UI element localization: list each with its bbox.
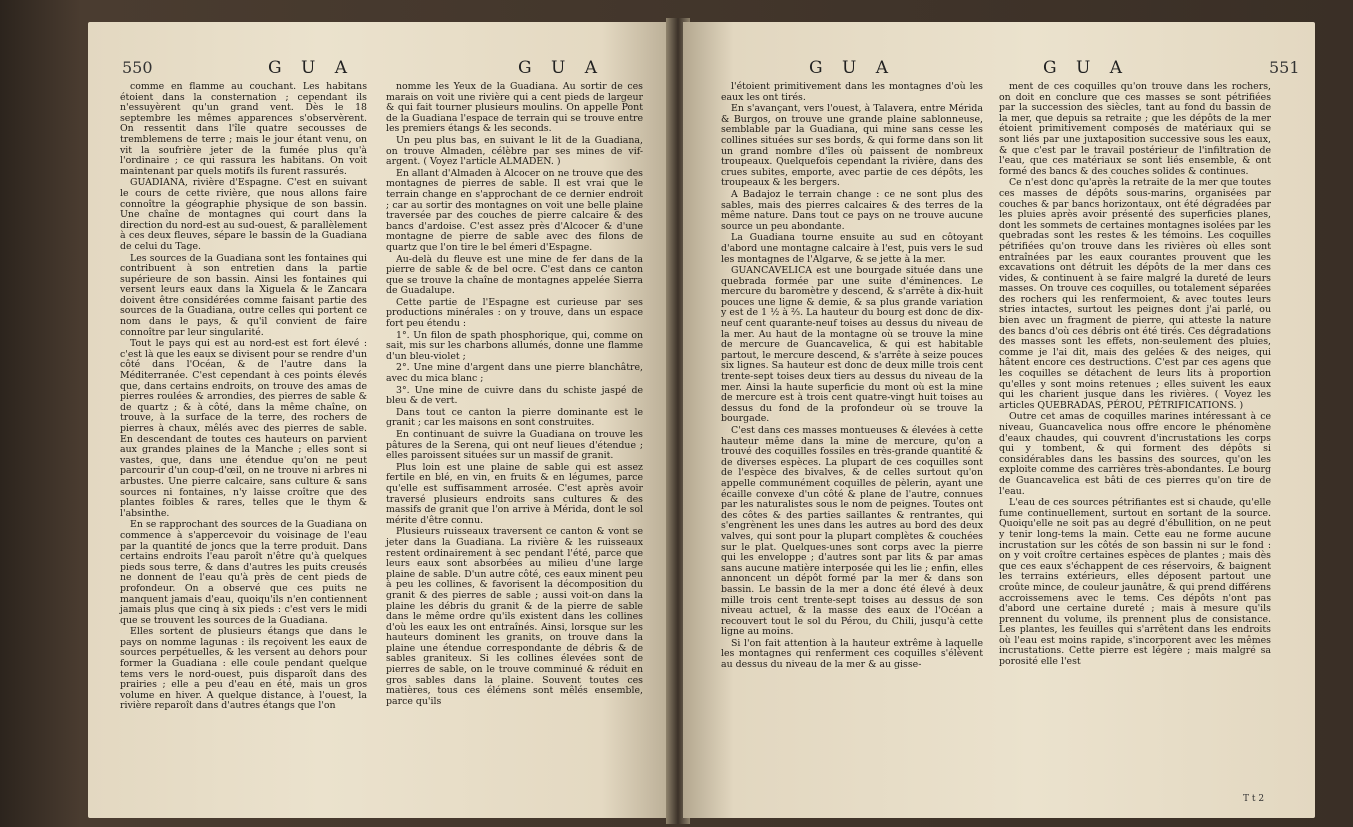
page-number: 550 xyxy=(122,58,153,77)
paragraph: A Badajoz le terrain change : ce ne sont plus des sables, mais des pierres calcaires & des terres de la même nature. Dans tout ce pays on ne trouve aucune source un peu abondante. xyxy=(721,188,983,232)
running-head-right: G U A xyxy=(1043,58,1129,78)
signature-mark: T t 2 xyxy=(1243,794,1265,804)
left-column-2 xyxy=(386,82,643,708)
paragraph: Ce n'est donc qu'après la retraite de la mer que toutes ces masses de dépôts sous-marins, organisées par couches & par bancs horizontaux, ont été dégradées par les pluies après avoir présenté des superficies planes, dont les sommets de certaines montagnes isolées par les quebradas sont les restes & les témoins. Les coquilles pétrifiées qu'on trouve dans les rivières où elles sont entraînées par les eaux courantes prouvent que les excavations ont détruit les dépôts de la mer dans ces vides, & continuent à se faire malgré la dureté de leurs masses. On trouve ces coquilles, ou totalement séparées des rochers qui les renfermoient, & avec toutes leurs stries intactes, surtout les peignes dont j'ai parlé, ou bien avec un fragment de pierre, qui atteste la nature des bancs d'où ces débris ont été tirés. Ces dégradations des masses sont les effets, non-seulement des pluies, comme je l'ai dit, mais des gelées & des neiges, qui hâtent encore ces destructions. C'est par ces agens que les coquilles se détachent de leurs lits à proportion qu'elles y sont moins retenues ; elles suivent les eaux qui les charient jusque dans les rivières. ( Voyez les articles QUEBRADAS, PÉROU, PÉTRIFICATIONS. ) xyxy=(999,177,1271,411)
paragraph: l'étoient primitivement dans les montagnes d'où les eaux les ont tirés. xyxy=(721,81,983,103)
paragraph: Cette partie de l'Espagne est curieuse par ses productions minérales : on y trouve, dans un espace fort peu étendu : xyxy=(386,296,643,330)
paragraph: nomme les Yeux de la Guadiana. Au sortir de ces marais on voit une rivière qui a cent pieds de largeur & qui fait tourner plusieurs moulins. On appelle Pont de la Guadiana l'espace de terrain qui se trouve entre les premiers étangs & les seconds. xyxy=(386,81,643,135)
paragraph: Les sources de la Guadiana sont les fontaines qui contribuent à son entretien dans la partie supérieure de son bassin. Ainsi les fontaines qui versent leurs eaux dans la Xiguela & le Zancara doivent être considérées comme faisant partie des sources de la Guadiana, outre celles qui portent ce nom dans le pays, & qu'il convient de faire connoître par leur singularité. xyxy=(120,252,367,338)
paragraph: 3°. Une mine de cuivre dans du schiste jaspé de bleu & de vert. xyxy=(386,384,643,407)
paragraph: Si l'on fait attention à la hauteur extrême à laquelle les montagnes qui renferment ces coquilles s'élèvent au dessus du niveau de la mer & au gisse- xyxy=(721,637,983,671)
paragraph: 2°. Une mine d'argent dans une pierre blanchâtre, avec du mica blanc ; xyxy=(386,362,643,385)
paragraph: ment de ces coquilles qu'on trouve dans les rochers, on doit en conclure que ces masses se sont pétrifiées par la succession des siècles, tant au fond du bassin de la mer, que depuis sa retraite ; que les dépôts de la mer étoient primitivement composés de matériaux qui se sont liés par une juxtaposition successive sous les eaux, & que c'est par le travail postérieur de l'infiltration de l'eau, que ces matériaux se sont liés ensemble, & ont formé des bancs & des couches solides & continues. xyxy=(999,81,1271,177)
paragraph: Plusieurs ruisseaux traversent ce canton & vont se jeter dans la Guadiana. La rivière & les ruisseaux restent ordinairement à sec pendant l'été, parce que leurs eaux sont absorbées au milieu d'une large plaine de sable. D'un autre côté, ces eaux minent peu à peu les collines, & favorisent la décomposition du granit & des pierres de sable ; aussi voit-on dans la plaine les débris du granit & de la pierre de sable dans le même ordre qu'ils existent dans les collines d'où les eaux les ont entraînés. Ainsi, lorsque sur les hauteurs dominent les granits, on trouve dans la plaine une étendue correspondante de débris & de sables graniteux. Si les collines élevées sont de pierres de sable, on le trouve comminué & réduit en gros sables dans la plaine. Souvent toutes ces matières, tous ces élémens sont mêlés ensemble, parce qu'ils xyxy=(386,526,643,707)
paragraph: 1°. Un filon de spath phosphorique, qui, comme on sait, mis sur les charbons allumés, donne une flamme d'un bleu-violet ; xyxy=(386,329,643,362)
left-column-1 xyxy=(120,82,367,713)
paragraph: En continuant de suivre la Guadiana on trouve les pâtures de la Serena, qui ont neuf lieues d'étendue ; elles paroissent situées sur un massif de granit. xyxy=(386,429,643,462)
paragraph: C'est dans ces masses montueuses & élevées à cette hauteur même dans la mine de mercure, qu'on a trouvé des coquilles fossiles en très-grande quantité & de diverses espèces. La plupart de ces coquilles sont de l'espèce des bivalves, & de celles surtout qu'on appelle communément coquilles de pèlerin, ayant une écaille convexe d'un côté & plane de l'autre, connues par les naturalistes sous le nom de peignes. Toutes ont des côtes & des parties saillantes & rentrantes, qui s'engrènent les unes dans les autres au bord des deux valves, qui sont pour la plupart complètes & couchées sur le plat. Quelques-unes sont corps avec la pierre qui les enveloppe ; d'autres sont par lits & par amas sans aucune matière interposée qui les lie ; enfin, elles annoncent un dépôt formé par la mer & dans son bassin. Le bassin de la mer a donc été élevé à deux mille trois cent trente-sept toises au dessus de son niveau actuel, & la masse des eaux de l'Océan a recouvert tout le sol du Pérou, du Chili, jusqu'à cette ligne au moins. xyxy=(721,425,983,638)
paragraph: GUANCAVELICA est une bourgade située dans une quebrada formée par une suite d'éminences. Le mercure du baromètre y descend, & s'arrête à dix-huit pouces une ligne & demie, & sa plus grande variation y est de 1 ½ à ⅔. La hauteur du bourg est donc de dix-neuf cent quarante-neuf toises au dessus du niveau de la mer. Au haut de la montagne où se trouve la mine de mercure de Guancavelica, & qui est habitable partout, le mercure descend, & s'arrête à seize pouces six lignes. Sa hauteur est donc de deux mille trois cent trente-sept toises deux tiers au dessus du niveau de la mer. Ainsi la haute superficie du mont où est la mine de mercure est à trois cent quatre-vingt huit toises au dessus du fond de la profondeur où se trouve la bourgade. xyxy=(721,265,983,425)
page-number: 551 xyxy=(1269,58,1300,77)
paragraph: Un peu plus bas, en suivant le lit de la Guadiana, on trouve Almaden, célèbre par ses mines de vif-argent. ( Voyez l'article ALMADEN. ) xyxy=(386,134,643,168)
paragraph: Au-delà du fleuve est une mine de fer dans de la pierre de sable & de bel ocre. C'est dans ce canton que se trouve la chaîne de montagnes appelée Sierra de Guadalupe. xyxy=(386,253,643,297)
running-head-left: G U A xyxy=(809,58,895,78)
right-column-1 xyxy=(721,82,983,672)
right-column-2 xyxy=(999,82,1271,669)
left-page xyxy=(88,22,672,818)
paragraph: Dans tout ce canton la pierre dominante est le granit ; car les maisons en sont construites. xyxy=(386,406,643,429)
paragraph: Tout le pays qui est au nord-est est fort élevé : c'est là que les eaux se divisent pour se rendre d'un côté dans l'Océan, & de l'autre dans la Méditerranée. C'est cependant à ces points élevés que, dans certains endroits, on trouve des amas de pierres roulées & arrondies, des pierres de sable & de quartz ; & à côté, dans la même chaîne, on trouve, à la surface de la terre, des rochers de pierres à chaux, mêlés avec des pierres de sable. En descendant de toutes ces hauteurs on parvient aux grandes plaines de la Manche ; elles sont si vastes, que, dans une étendue qu'on ne peut parcourir d'un coup-d'œil, on ne trouve ni arbres ni arbustes. Une pierre calcaire, sans culture & sans sources ni fontaines, n'y laisse croître que des plantes foibles & rares, telles que le thym & l'absinthe. xyxy=(120,338,367,519)
paragraph: La Guadiana tourne ensuite au sud en côtoyant d'abord une montagne calcaire à l'est, puis vers le sud les montagnes de l'Algarve, & se jette à la mer. xyxy=(721,232,983,265)
paragraph: L'eau de ces sources pétrifiantes est si chaude, qu'elle fume continuellement, surtout en sortant de la source. Quoiqu'elle ne soit pas au degré d'ébullition, on ne peut y tenir long-tems la main. Cette eau ne forme aucune incrustation sur les côtés de son bassin ni sur le fond : on y voit croître certaines espèces de plantes ; mais dès que ces eaux s'échappent de ces réservoirs, & baignent les terrains extérieurs, elles déposent partout une croûte mince, de couleur jaunâtre, & qui prend différens accroissemens avec le tems. Ces dépôts n'ont pas d'abord une certaine dureté ; mais à mesure qu'ils prennent du volume, ils prennent plus de consistance. Les plantes, les feuilles qui s'arrêtent dans les endroits où l'eau est moins rapide, s'incorporent avec les mêmes incrustations. Cette pierre est légère ; mais malgré sa porosité elle l'est xyxy=(999,497,1271,668)
paragraph: En s'avançant, vers l'ouest, à Talavera, entre Mérida & Burgos, on trouve une grande plaine sablonneuse, semblable par la Guadiana, qui mine sans cesse les collines situées sur ses bords, & qui forme dans son lit un grand nombre d'îles où paissent de nombreux troupeaux. Quelquefois cependant la rivière, dans des crues subites, emporte, avec partie de ces dépôts, les troupeaux & les bergers. xyxy=(721,103,983,189)
paragraph: En se rapprochant des sources de la Guadiana on commence à s'appercevoir du voisinage de l'eau par la quantité de joncs que la terre produit. Dans certains endroits l'eau paroît n'être qu'à quelques pieds sous terre, & dans d'autres les puits creusés ne donnent de l'eau qu'à près de cent pieds de profondeur. On a observé que ces puits ne manquent jamais d'eau, quoiqu'ils n'en contiennent jamais plus que cinq à six pieds : c'est vers le midi que se trouvent les sources de la Guadiana. xyxy=(120,519,367,626)
right-page xyxy=(683,22,1315,818)
running-head-right: G U A xyxy=(518,58,604,78)
paragraph: GUADIANA, rivière d'Espagne. C'est en suivant le cours de cette rivière, que nous allons faire connoître la géographie physique de son bassin. Une chaîne de montagnes qui court dans la direction du nord-est au sud-ouest, & parallèlement à ces deux fleuves, sépare le bassin de la Guadiana de celui du Tage. xyxy=(120,177,367,252)
running-head-left: G U A xyxy=(268,58,354,78)
paragraph: Outre cet amas de coquilles marines intéressant à ce niveau, Guancavelica nous offre encore le phénomène d'eaux chaudes, qui couvrent d'incrustations les corps qui y tombent, & qui forment des dépôts si considérables dans les bassins des sources, qu'on les exploite comme des carrières très-abondantes. Le bourg de Guancavelica est bâti de ces pierres qu'on tire de l'eau. xyxy=(999,411,1271,497)
paragraph: Elles sortent de plusieurs étangs que dans le pays on nomme lagunas : ils reçoivent les eaux de sources perpétuelles, & les versent au dehors pour former la Guadiana : elle coule pendant quelque tems vers le nord-ouest, puis disparoît dans des prairies ; elle a peu d'eau en été, mais un gros volume en hiver. A quelque distance, à l'ouest, la rivière reparoît dans d'autres étangs que l'on xyxy=(120,626,367,712)
paragraph: comme en flamme au couchant. Les habitans étoient dans la consternation ; cependant ils n'essuyèrent qu'un grand vent. Dès le 18 septembre les mêmes apparences s'observèrent. On ressentit dans l'île quatre secousses de tremblemens de terre ; mais le jour étant venu, on vit la soufrière jeter de la fumée plus qu'à l'ordinaire ; ce qui rassura les habitans. On voit maintenant par quels motifs ils furent rassurés. xyxy=(120,81,367,177)
paragraph: Plus loin est une plaine de sable qui est assez fertile en blé, en vin, en fruits & en légumes, parce qu'elle est suffisamment arrosée. C'est après avoir traversé plusieurs endroits sans cultures & des massifs de granit que l'on arrive à Mérida, dont le sol mérite d'être connu. xyxy=(386,461,643,526)
paragraph: En allant d'Almaden à Alcocer on ne trouve que des montagnes de pierres de sable. Il est vrai que le terrain change en s'approchant de ce dernier endroit ; car au sortir des montagnes on voit une belle plaine traversée par des couches de pierre calcaire & des bancs d'ardoise. C'est assez près d'Alcocer & d'une montagne de pierre de sable avec des filons de quartz que l'on tire le bel émeri d'Espagne. xyxy=(386,167,643,253)
